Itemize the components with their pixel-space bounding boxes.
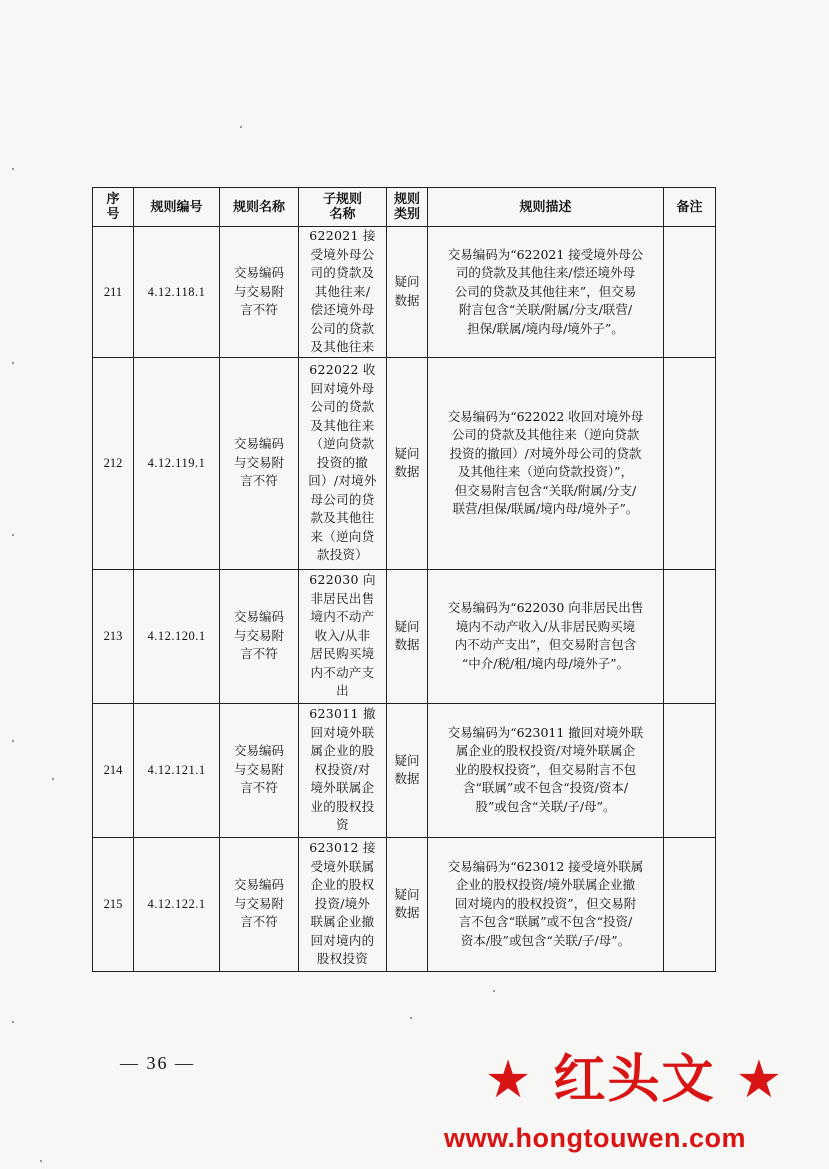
cell-rule-code: 4.12.120.1 <box>134 569 220 703</box>
cell-rule-code: 4.12.121.1 <box>134 703 220 837</box>
cell-rule-description: 交易编码为“623012 接受境外联属 企业的股权投资/境外联属企业撤 回对境内的股权投资”，但交易附 言不包含“联属”或不包含“投资/ 资本/股”或包含“关联/子/母”。 <box>428 837 664 971</box>
cell-rule-code: 4.12.122.1 <box>134 837 220 971</box>
cell-rule-description: 交易编码为“623011 撤回对境外联 属企业的股权投资/对境外联属企 业的股权投资”，但交易附言不包 含“联属”或不包含“投资/资本/ 股”或包含“关联/子/母”。 <box>428 703 664 837</box>
table-row <box>93 569 716 703</box>
cell-rule-category: 疑问 数据 <box>387 837 428 971</box>
cell-rule-category: 疑问 数据 <box>387 569 428 703</box>
cell-sub-rule-name: 623012 接 受境外联属 企业的股权 投资/境外 联属企业撤 回对境内的 股权投资 <box>299 837 387 971</box>
cell-remarks <box>664 227 716 358</box>
cell-rule-description: 交易编码为“622030 向非居民出售 境内不动产收入/从非居民购买境 内不动产支出”，但交易附言包含 “中介/税/租/境内母/境外子”。 <box>428 569 664 703</box>
cell-rule-category: 疑问 数据 <box>387 227 428 358</box>
cell-remarks <box>664 357 716 569</box>
cell-rule-category: 疑问 数据 <box>387 703 428 837</box>
header-sub-rule-name: 子规则 名称 <box>299 188 387 227</box>
cell-rule-category: 疑问 数据 <box>387 357 428 569</box>
cell-sub-rule-name: 622030 向 非居民出售 境内不动产 收入/从非 居民购买境 内不动产支 出 <box>299 569 387 703</box>
cell-remarks <box>664 837 716 971</box>
cell-seq: 214 <box>93 703 134 837</box>
cell-remarks <box>664 569 716 703</box>
cell-sub-rule-name: 622021 接 受境外母公 司的贷款及 其他往来/ 偿还境外母 公司的贷款 及其他往来 <box>299 227 387 358</box>
header-seq: 序 号 <box>93 188 134 227</box>
rules-table <box>92 187 716 972</box>
watermark-title: ★ 红头文 ★ <box>484 1050 785 1110</box>
table-row <box>93 837 716 971</box>
header-rule-name: 规则名称 <box>220 188 299 227</box>
cell-rule-name: 交易编码 与交易附 言不符 <box>220 357 299 569</box>
table-row <box>93 227 716 358</box>
table-row <box>93 703 716 837</box>
cell-rule-description: 交易编码为“622021 接受境外母公 司的贷款及其他往来/偿还境外母 公司的贷款及其他往来”，但交易 附言包含“关联/附属/分支/联营/ 担保/联属/境内母/境外子”。 <box>428 227 664 358</box>
header-rule-description: 规则描述 <box>428 188 664 227</box>
cell-rule-name: 交易编码 与交易附 言不符 <box>220 569 299 703</box>
cell-rule-name: 交易编码 与交易附 言不符 <box>220 703 299 837</box>
cell-remarks <box>664 703 716 837</box>
cell-seq: 213 <box>93 569 134 703</box>
cell-seq: 212 <box>93 357 134 569</box>
cell-rule-code: 4.12.119.1 <box>134 357 220 569</box>
watermark-url: www.hongtouwen.com <box>444 1123 746 1153</box>
table-header-row <box>93 188 716 227</box>
cell-sub-rule-name: 622022 收 回对境外母 公司的贷款 及其他往来 （逆向贷款 投资的撤 回）/对境外 母公司的贷 款及其他往 来（逆向贷 款投资） <box>299 357 387 569</box>
page-number: — 36 — <box>120 1053 195 1073</box>
header-rule-category: 规则 类别 <box>387 188 428 227</box>
header-rule-code: 规则编号 <box>134 188 220 227</box>
header-remarks: 备注 <box>664 188 716 227</box>
cell-rule-name: 交易编码 与交易附 言不符 <box>220 837 299 971</box>
table-row <box>93 357 716 569</box>
cell-rule-name: 交易编码 与交易附 言不符 <box>220 227 299 358</box>
cell-seq: 215 <box>93 837 134 971</box>
cell-rule-code: 4.12.118.1 <box>134 227 220 358</box>
cell-seq: 211 <box>93 227 134 358</box>
cell-sub-rule-name: 623011 撤 回对境外联 属企业的股 权投资/对 境外联属企 业的股权投 资 <box>299 703 387 837</box>
cell-rule-description: 交易编码为“622022 收回对境外母 公司的贷款及其他往来（逆向贷款 投资的撤回）/对境外母公司的贷款 及其他往来（逆向贷款投资）”， 但交易附言包含“关联/附属/分支/ 联营/担保/联属/境内母/境外子”。 <box>428 357 664 569</box>
watermark <box>440 1045 829 1169</box>
